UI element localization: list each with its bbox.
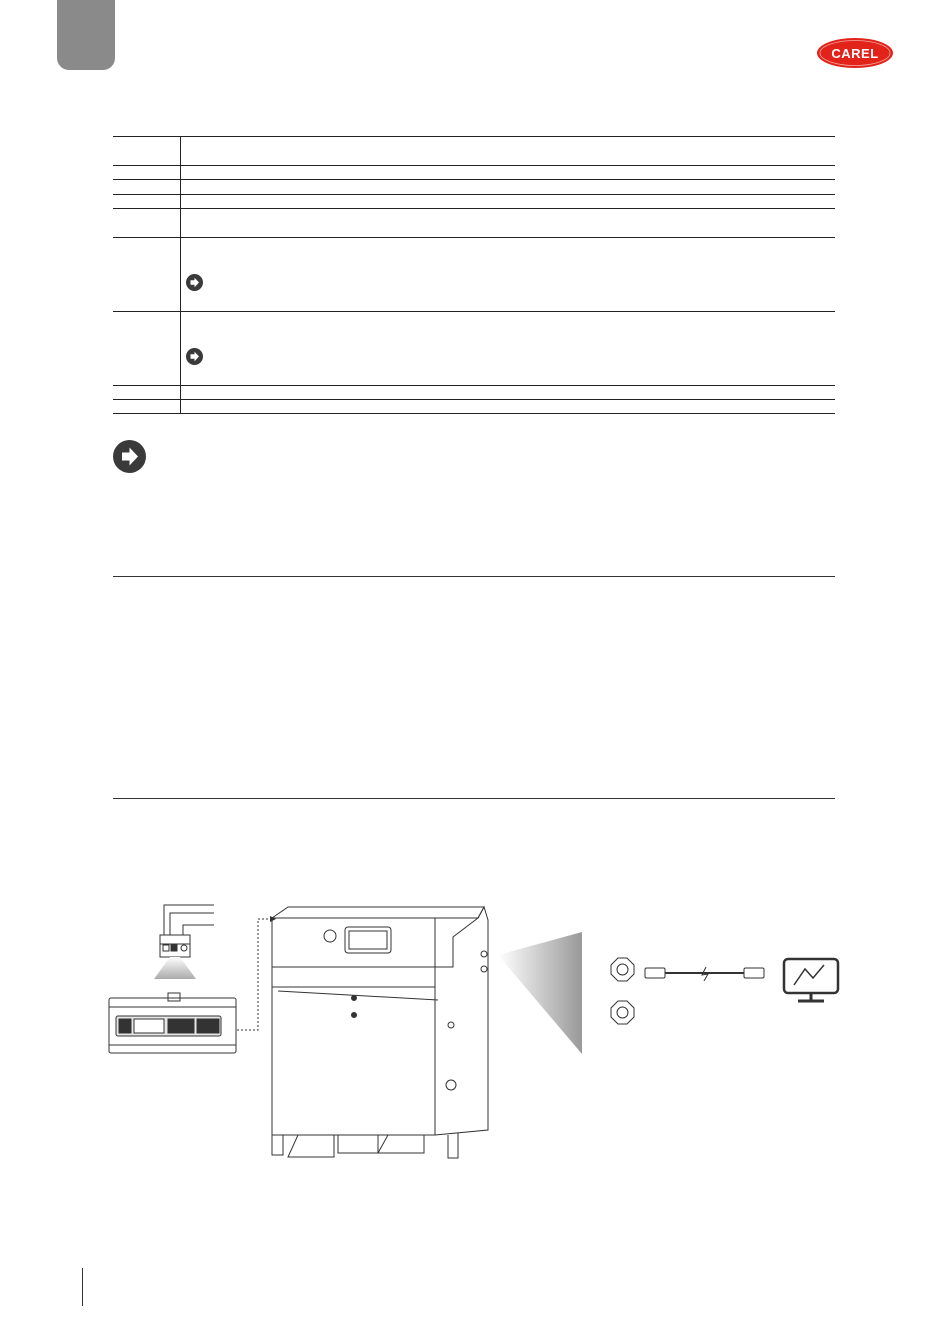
humidifier-unit-icon [272, 907, 488, 1158]
table-rule [113, 208, 835, 209]
chapter-tab [57, 0, 115, 70]
parameter-table [113, 136, 835, 413]
table-rule [113, 179, 835, 180]
table-rule [113, 237, 835, 238]
table-rule [113, 385, 835, 386]
table-column-divider [180, 136, 181, 413]
controller-icon [109, 905, 236, 1053]
section-divider [113, 798, 835, 799]
table-rule [113, 136, 835, 137]
connector-icon [611, 958, 634, 1024]
monitor-trend-icon [784, 959, 838, 1001]
arrow-right-circle-icon [186, 274, 203, 291]
table-rule [113, 413, 835, 414]
carel-logo [816, 37, 894, 69]
section-divider [113, 576, 835, 577]
arrow-right-circle-icon [113, 440, 146, 473]
table-rule [113, 165, 835, 166]
system-connection-figure [108, 895, 848, 1165]
arrow-right-circle-icon [186, 348, 203, 365]
cable-icon [645, 967, 764, 981]
page-margin-rule [82, 1268, 83, 1306]
table-rule [113, 311, 835, 312]
table-rule [113, 399, 835, 400]
table-rule [113, 194, 835, 195]
brand-name: CAREL [831, 45, 879, 61]
